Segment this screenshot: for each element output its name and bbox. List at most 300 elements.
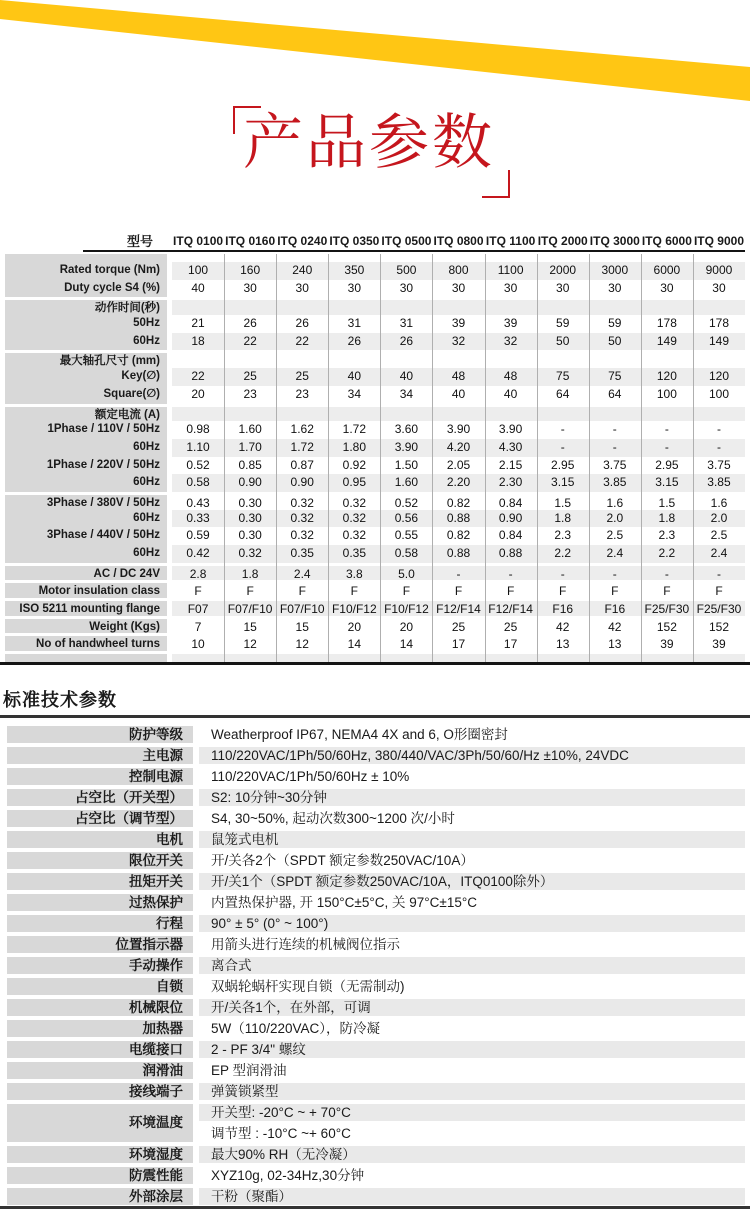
table-cell: 350 (328, 262, 380, 280)
spec-row (7, 1041, 745, 1058)
model-header-columns (172, 233, 745, 250)
table-cell: F (663, 584, 671, 599)
spec-label: 润滑油 (7, 1062, 193, 1079)
table-cell: 22 (172, 368, 224, 386)
model-column-header: ITQ 2000 (537, 234, 588, 248)
table-row (5, 439, 745, 457)
table-cell: 50 (537, 333, 589, 351)
table-cell: 0.56 (380, 510, 432, 528)
table-cell: 2.20 (432, 474, 484, 492)
spec-row (7, 915, 745, 932)
table-cell: 2.0 (693, 510, 745, 528)
table-cell (693, 300, 745, 315)
table-cell: 0.35 (328, 545, 380, 563)
table-cell: 1.60 (380, 474, 432, 492)
table-cell: 120 (693, 368, 745, 386)
table-row (5, 254, 745, 262)
spec-value-line: 开关型: -20°C ~ + 70°C (199, 1104, 745, 1121)
table-cell: 1.6 (710, 495, 728, 510)
model-column-header: ITQ 9000 (693, 234, 744, 248)
table-cell: F (559, 584, 567, 599)
table-cell: 26 (295, 316, 309, 331)
table-cell: F (194, 584, 202, 599)
spec-row (7, 1062, 745, 1079)
table-cell: 0.90 (485, 510, 537, 528)
table-row (5, 527, 745, 545)
table-cell: 0.95 (328, 474, 380, 492)
table-cell: 0.92 (342, 457, 366, 472)
table-cell: 240 (276, 262, 328, 280)
table-cell (589, 254, 641, 262)
spec-value: 用箭头进行连续的机械阀位指示 (211, 937, 400, 952)
table-cell: - (693, 439, 745, 457)
table-cell: 20 (347, 619, 361, 634)
table-cell: 5.0 (380, 566, 432, 581)
spec-label: 位置指示器 (7, 936, 193, 953)
table-cell: 7 (194, 619, 202, 634)
table-cell: 1.72 (342, 422, 366, 437)
table-cell: 10 (191, 637, 205, 652)
table-cell (224, 407, 276, 422)
table-cell (693, 654, 745, 662)
table-cell: 23 (243, 386, 257, 401)
spec-label: 电缆接口 (7, 1041, 193, 1058)
table-cell (485, 654, 537, 662)
table-cell (641, 353, 693, 368)
table-cell: 30 (347, 280, 361, 295)
table-cell: 0.98 (186, 422, 210, 437)
table-cell (380, 407, 432, 422)
table-cell (172, 654, 224, 662)
table-cell: 0.30 (224, 510, 276, 528)
table-cell: 3000 (589, 262, 641, 280)
model-column-header: ITQ 0160 (225, 234, 276, 248)
table-row (5, 545, 745, 563)
table-cell: 3.75 (603, 457, 627, 472)
row-label: Motor insulation class (5, 583, 167, 598)
table-cell: 1.8 (224, 566, 276, 581)
spec-label: 防震性能 (7, 1167, 193, 1184)
table-cell: 1.6 (606, 495, 624, 510)
table-cell: 2.2 (537, 545, 589, 563)
table-cell: 25 (224, 368, 276, 386)
table-cell: 15 (295, 619, 309, 634)
table-row (5, 315, 745, 333)
row-label: 额定电流 (A) (5, 407, 167, 422)
row-label: 60Hz (5, 333, 167, 351)
page-bottom-rule (0, 1206, 750, 1209)
table-cell: - (641, 439, 693, 457)
spec-label: 占空比（调节型） (7, 810, 193, 827)
table-row (5, 563, 745, 581)
spec-row (7, 810, 745, 827)
table-cell: 39 (451, 316, 466, 331)
table-cell: 30 (503, 280, 518, 295)
table-cell: 26 (243, 316, 257, 331)
table-cell: 25 (276, 368, 328, 386)
table-cell: 0.84 (498, 495, 523, 510)
spec-label: 加热器 (7, 1020, 193, 1037)
table-cell: F (402, 584, 411, 599)
spec-row (7, 873, 745, 890)
spec-row (7, 999, 745, 1016)
table-cell: 40 (380, 368, 432, 386)
page-title: 产品参数 (243, 109, 495, 176)
table-cell: 40 (191, 280, 205, 295)
table-cell: F07 (172, 601, 224, 616)
spec-value: 鼠笼式电机 (199, 831, 745, 848)
table-cell (172, 353, 224, 368)
table-cell: 3.8 (328, 566, 380, 581)
row-label: Duty cycle S4 (%) (5, 280, 167, 298)
table-cell: 500 (380, 262, 432, 280)
table-cell: 178 (708, 316, 729, 331)
table-cell (276, 353, 328, 368)
table-cell: 0.35 (276, 545, 328, 563)
table-cell: 0.30 (238, 528, 262, 543)
row-label: 60Hz (5, 439, 167, 457)
table-cell: 0.59 (186, 528, 210, 543)
table-cell: F (611, 584, 619, 599)
table-cell: 40 (503, 386, 518, 401)
table-cell: 2.95 (551, 457, 575, 472)
table-cell (328, 353, 380, 368)
table-cell: 0.30 (238, 495, 262, 510)
section-title: 标准技术参数 (3, 690, 117, 710)
table-cell: 30 (660, 280, 674, 295)
table-cell: 2000 (537, 262, 589, 280)
table-cell: 2.0 (589, 510, 641, 528)
table-cell (380, 300, 432, 315)
spec-row (7, 789, 745, 806)
table-cell: 2.3 (658, 528, 676, 543)
spec-label: 电机 (7, 831, 193, 848)
table-cell: 39 (503, 316, 518, 331)
table-cell: 100 (708, 386, 729, 401)
table-cell: 1.50 (394, 457, 419, 472)
table-cell: 59 (556, 316, 570, 331)
table-cell: 31 (399, 316, 414, 331)
table-cell: 0.32 (342, 495, 366, 510)
table-cell: 0.88 (432, 545, 484, 563)
main-table (5, 254, 745, 662)
table-cell: 120 (641, 368, 693, 386)
table-cell: 2.15 (498, 457, 523, 472)
table-cell (641, 407, 693, 422)
table-cell: 3.75 (707, 457, 731, 472)
table-cell (328, 254, 380, 262)
table-cell: - (432, 566, 484, 581)
table-cell: - (612, 422, 617, 437)
spec-value: S4, 30~50%, 起动次数300~1200 次/小时 (211, 811, 455, 826)
table-row (5, 474, 745, 492)
spec-row (7, 726, 745, 743)
table-cell (432, 654, 484, 662)
model-header-row (5, 233, 745, 250)
table-cell: 100 (172, 262, 224, 280)
spec-value: S2: 10分钟~30分钟 (199, 789, 745, 806)
table-cell: 0.32 (276, 510, 328, 528)
table-cell: 1.72 (276, 439, 328, 457)
table-cell: 6000 (641, 262, 693, 280)
table-cell (589, 300, 641, 315)
model-column-header: ITQ 0240 (277, 234, 328, 248)
table-row (5, 651, 745, 662)
table-cell: - (693, 566, 745, 581)
table-cell: F10/F12 (328, 601, 380, 616)
table-cell: 2.3 (554, 528, 572, 543)
table-cell: 3.15 (641, 474, 693, 492)
table-row (5, 262, 745, 280)
spec-label: 主电源 (7, 747, 193, 764)
table-cell: 0.32 (290, 495, 314, 510)
table-cell: 75 (589, 368, 641, 386)
spec-value: 2 - PF 3/4" 螺纹 (199, 1041, 745, 1058)
table-cell (432, 353, 484, 368)
table-row (5, 580, 745, 598)
table-cell: F16 (537, 601, 589, 616)
table-cell: 0.32 (290, 528, 314, 543)
table-cell (380, 254, 432, 262)
row-label: 60Hz (5, 545, 167, 563)
row-label: ISO 5211 mounting flange (5, 601, 167, 616)
table-cell: 3.85 (589, 474, 641, 492)
table-cell: 64 (608, 386, 622, 401)
table-cell: 178 (656, 316, 677, 331)
table-cell: 3.85 (693, 474, 745, 492)
spec-value: Weatherproof IP67, NEMA4 4X and 6, O形圈密封 (211, 727, 508, 742)
table-cell: - (560, 422, 565, 437)
table-cell: 3.90 (498, 422, 523, 437)
table-cell: 12 (295, 637, 309, 652)
table-cell: 2.95 (655, 457, 679, 472)
spec-value-multiline (199, 1104, 745, 1142)
table-cell: 30 (712, 280, 726, 295)
row-label: No of handwheel turns (5, 636, 167, 651)
model-column-header: ITQ 1100 (485, 234, 536, 248)
row-label: 50Hz (5, 315, 167, 333)
table-cell: 149 (641, 333, 693, 351)
table-cell: 0.90 (276, 474, 328, 492)
table-row (5, 633, 745, 651)
spec-row (7, 1104, 745, 1142)
spec-value: 110/220VAC/1Ph/50/60Hz, 380/440/VAC/3Ph/50/60/Hz ±10%, 24VDC (199, 747, 745, 764)
table-cell: 2.5 (606, 528, 624, 543)
spec-row (7, 852, 745, 869)
table-row (5, 616, 745, 634)
spec-row (7, 1188, 745, 1205)
table-cell (537, 254, 589, 262)
spec-value: 离合式 (199, 957, 745, 974)
table-cell: 1.8 (641, 510, 693, 528)
table-cell: 1.10 (172, 439, 224, 457)
table-cell (589, 407, 641, 422)
table-cell: 1100 (485, 262, 537, 280)
table-cell: 64 (556, 386, 570, 401)
table-row (5, 386, 745, 404)
table-cell (432, 254, 484, 262)
table-cell (485, 407, 537, 422)
table-cell (537, 353, 589, 368)
spec-value: 5W（110/220VAC），防冷凝 (211, 1021, 381, 1036)
table-top-rule (83, 250, 745, 252)
spec-row (7, 1146, 745, 1163)
spec-row (7, 894, 745, 911)
table-cell (485, 254, 537, 262)
table-cell: F07/F10 (276, 601, 328, 616)
table-row (5, 333, 745, 351)
table-row (5, 492, 745, 510)
table-cell: 2.4 (276, 566, 328, 581)
row-label: Square(∅) (5, 386, 167, 404)
table-cell (224, 654, 276, 662)
spec-row (7, 978, 745, 995)
table-cell: F (506, 584, 515, 599)
table-cell: 32 (432, 333, 484, 351)
table-cell: 3.60 (394, 422, 419, 437)
table-cell: 0.87 (290, 457, 314, 472)
table-cell (485, 300, 537, 315)
table-cell: 0.82 (446, 495, 471, 510)
table-cell: F16 (589, 601, 641, 616)
table-cell: 100 (656, 386, 677, 401)
model-header-label: 型号 (126, 234, 153, 249)
spec-label: 扭矩开关 (7, 873, 193, 890)
table-cell (276, 254, 328, 262)
table-cell (537, 407, 589, 422)
table-cell: 13 (556, 637, 570, 652)
table-row (5, 404, 745, 422)
table-cell: 0.52 (394, 495, 419, 510)
table-cell: 1.62 (290, 422, 314, 437)
table-cell: 0.85 (238, 457, 262, 472)
table-cell: 39 (660, 637, 674, 652)
spec-value: 内置热保护器, 开 150°C±5°C, 关 97°C±15°C (211, 895, 477, 910)
table-cell: 2.4 (589, 545, 641, 563)
table-cell: - (537, 566, 589, 581)
table-cell: 0.82 (446, 528, 471, 543)
row-label: 60Hz (5, 510, 167, 528)
table-cell (328, 407, 380, 422)
table-row (5, 350, 745, 368)
spec-value: 开/关1个（SPDT 额定参数250VAC/10A，ITQ0100除外） (199, 873, 745, 890)
table-cell: 50 (589, 333, 641, 351)
table-cell (380, 353, 432, 368)
table-cell: 23 (295, 386, 309, 401)
model-column-header: ITQ 0350 (329, 234, 380, 248)
table-cell (693, 254, 745, 262)
table-cell: 12 (243, 637, 257, 652)
table-cell: 30 (451, 280, 466, 295)
corner-bracket-bottom-right-icon (482, 170, 510, 198)
table-cell: 48 (432, 368, 484, 386)
table-row (5, 457, 745, 475)
table-cell: 2.05 (446, 457, 471, 472)
spec-label: 接线端子 (7, 1083, 193, 1100)
spec-row (7, 957, 745, 974)
table-cell: F10/F12 (380, 601, 432, 616)
table-cell (485, 353, 537, 368)
table-cell (224, 353, 276, 368)
model-column-header: ITQ 3000 (589, 234, 640, 248)
table-row (5, 421, 745, 439)
row-label: 1Phase / 110V / 50Hz (5, 421, 167, 439)
spec-row (7, 768, 745, 785)
table-cell (641, 300, 693, 315)
table-cell: 0.58 (380, 545, 432, 563)
table-cell: 1.70 (224, 439, 276, 457)
row-label (5, 654, 167, 662)
table-row (5, 297, 745, 315)
table-cell: 21 (191, 316, 205, 331)
table-row (5, 598, 745, 616)
table-cell: 42 (556, 619, 570, 634)
table-cell (172, 300, 224, 315)
table-cell: 3.90 (446, 422, 471, 437)
table-cell: F (715, 584, 723, 599)
table-cell: 1.60 (238, 422, 262, 437)
table-cell: 2.30 (485, 474, 537, 492)
spec-label: 环境湿度 (7, 1146, 193, 1163)
table-cell: 30 (608, 280, 622, 295)
table-cell: 14 (347, 637, 361, 652)
table-cell: F12/F14 (432, 601, 484, 616)
model-column-header: ITQ 0800 (433, 234, 484, 248)
table-cell: 25 (503, 619, 518, 634)
spec-value: 最大90% RH（无冷凝） (199, 1146, 745, 1163)
row-label: Rated torque (Nm) (5, 262, 167, 280)
table-cell: 32 (485, 333, 537, 351)
spec-value-line: 调节型 : -10°C ~+ 60°C (211, 1126, 351, 1141)
table-cell: 40 (451, 386, 466, 401)
table-cell (276, 300, 328, 315)
model-column-header: ITQ 0100 (173, 234, 224, 248)
table-cell: - (716, 422, 721, 437)
table-cell (328, 300, 380, 315)
table-cell: 30 (243, 280, 257, 295)
table-cell: 13 (608, 637, 622, 652)
spec-label: 自锁 (7, 978, 193, 995)
table-cell: 22 (224, 333, 276, 351)
table-cell (276, 407, 328, 422)
table-cell: 1.5 (554, 495, 572, 510)
table-cell: 0.32 (328, 510, 380, 528)
spec-value: 干粉（聚酯） (199, 1188, 745, 1205)
spec-value: XYZ10g, 02-34Hz,30分钟 (211, 1168, 365, 1183)
model-column-header: ITQ 6000 (641, 234, 692, 248)
table-cell: 152 (708, 619, 729, 634)
table-cell: 39 (712, 637, 726, 652)
spec-label: 限位开关 (7, 852, 193, 869)
table-row (5, 368, 745, 386)
table-cell: 0.84 (498, 528, 523, 543)
table-cell: 25 (451, 619, 466, 634)
row-label: 动作时间(秒) (5, 300, 167, 315)
table-cell: 2.5 (710, 528, 728, 543)
table-cell (380, 654, 432, 662)
table-cell: F (350, 584, 358, 599)
table-cell: 1.8 (537, 510, 589, 528)
table-cell: 48 (485, 368, 537, 386)
table-cell: F (454, 584, 463, 599)
table-cell: 59 (608, 316, 622, 331)
table-cell: 3.90 (380, 439, 432, 457)
table-cell (641, 654, 693, 662)
standard-specs-list (7, 726, 745, 1209)
model-column-header: ITQ 0500 (381, 234, 432, 248)
table-cell: 3.15 (537, 474, 589, 492)
table-cell: 160 (224, 262, 276, 280)
